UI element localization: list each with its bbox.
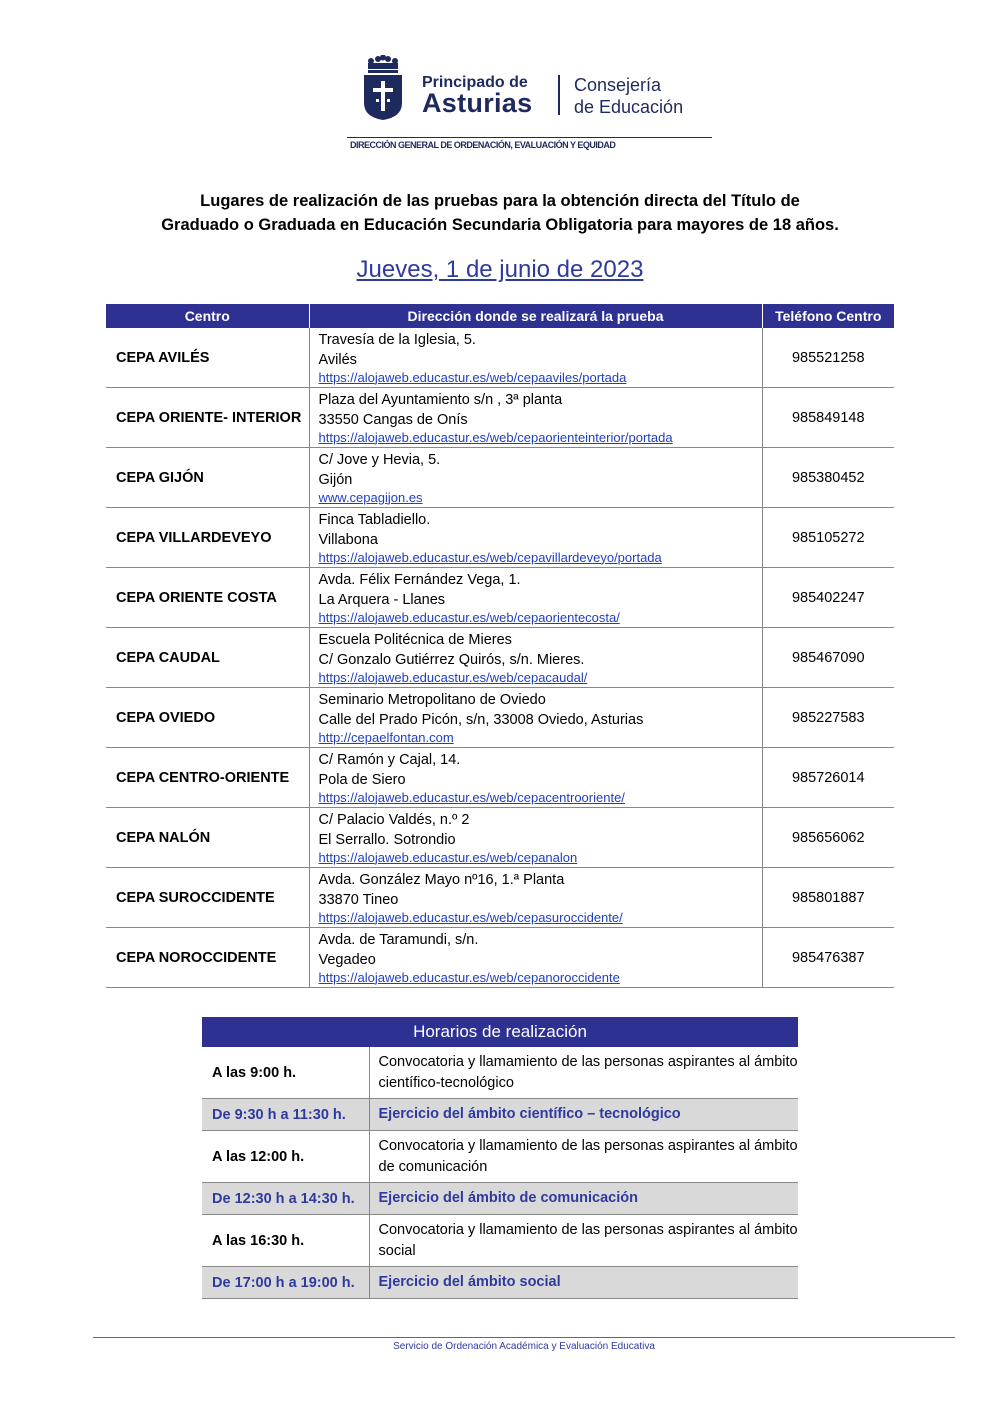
table-row — [106, 388, 894, 448]
center-name: CEPA VILLARDEVEYO — [106, 508, 309, 568]
header-direccion: Dirección donde se realizará la prueba — [309, 304, 762, 328]
address-line2: Pola de Siero — [318, 771, 406, 788]
table-row — [106, 928, 894, 988]
exercise-row — [202, 1267, 798, 1299]
center-website-link[interactable]: https://alojaweb.educastur.es/web/cepaaviles/portada — [318, 369, 627, 385]
convocatoria-row — [202, 1047, 798, 1099]
center-name: CEPA AVILÉS — [106, 328, 309, 388]
center-address — [309, 328, 762, 388]
center-name: CEPA NOROCCIDENTE — [106, 928, 309, 988]
center-phone: 985402247 — [762, 568, 894, 628]
schedule-description: Ejercicio del ámbito de comunicación — [369, 1183, 798, 1215]
center-website-link[interactable]: www.cepagijon.es — [318, 489, 423, 505]
center-name: CEPA SUROCCIDENTE — [106, 868, 309, 928]
address-line1: Avda. de Taramundi, s/n. — [318, 931, 479, 948]
address-line2: Gijón — [318, 471, 353, 488]
title-line1: Lugares de realización de las pruebas para la obtención directa del Título de — [200, 192, 800, 210]
center-address — [309, 628, 762, 688]
center-website-link[interactable]: https://alojaweb.educastur.es/web/cepasuroccidente/ — [318, 909, 623, 925]
convocatoria-row — [202, 1131, 798, 1183]
center-address — [309, 688, 762, 748]
exercise-row — [202, 1183, 798, 1215]
center-website-link[interactable]: https://alojaweb.educastur.es/web/cepaorienteinterior/portada — [318, 429, 673, 445]
center-website-link[interactable]: https://alojaweb.educastur.es/web/cepacaudal/ — [318, 669, 588, 685]
center-address — [309, 808, 762, 868]
address-line1: Avda. Félix Fernández Vega, 1. — [318, 571, 521, 588]
center-name: CEPA OVIEDO — [106, 688, 309, 748]
address-line2: 33550 Cangas de Onís — [318, 411, 468, 428]
center-website-link[interactable]: https://alojaweb.educastur.es/web/cepanalon — [318, 849, 578, 865]
center-phone: 985380452 — [762, 448, 894, 508]
center-phone: 985801887 — [762, 868, 894, 928]
address-line1: Avda. González Mayo nº16, 1.ª Planta — [318, 871, 565, 888]
center-phone: 985476387 — [762, 928, 894, 988]
address-line2: Calle del Prado Picón, s/n, 33008 Oviedo, Asturias — [318, 711, 644, 728]
table-row — [106, 448, 894, 508]
schedule-time: A las 12:00 h. — [202, 1131, 369, 1183]
address-line1: C/ Jove y Hevia, 5. — [318, 451, 441, 468]
center-address — [309, 508, 762, 568]
table-row — [106, 688, 894, 748]
centers-table — [106, 304, 894, 988]
footer-text: Servicio de Ordenación Académica y Evaluación Educativa — [393, 1341, 655, 1352]
table-row — [106, 568, 894, 628]
address-line1: C/ Ramón y Cajal, 14. — [318, 751, 461, 768]
schedule-time: De 17:00 h a 19:00 h. — [202, 1267, 369, 1299]
center-name: CEPA CAUDAL — [106, 628, 309, 688]
center-address — [309, 388, 762, 448]
schedule-description: Convocatoria y llamamiento de las personas aspirantes al ámbito científico-tecnológico — [369, 1047, 798, 1099]
table-row — [106, 628, 894, 688]
consejeria-line2: de Educación — [574, 97, 684, 117]
table-row — [106, 808, 894, 868]
schedule-description: Ejercicio del ámbito social — [369, 1267, 798, 1299]
schedule-description: Convocatoria y llamamiento de las personas aspirantes al ámbito social — [369, 1215, 798, 1267]
schedule-title: Horarios de realización — [202, 1017, 798, 1047]
center-phone: 985726014 — [762, 748, 894, 808]
center-phone: 985227583 — [762, 688, 894, 748]
address-line1: Plaza del Ayuntamiento s/n , 3ª planta — [318, 391, 563, 408]
header-logo — [362, 55, 702, 121]
exam-date: Jueves, 1 de junio de 2023 — [356, 256, 644, 283]
convocatoria-row — [202, 1215, 798, 1267]
center-website-link[interactable]: https://alojaweb.educastur.es/web/cepaorientecosta/ — [318, 609, 620, 625]
center-name: CEPA GIJÓN — [106, 448, 309, 508]
address-line1: Travesía de la Iglesia, 5. — [318, 331, 476, 348]
address-line1: Seminario Metropolitano de Oviedo — [318, 691, 546, 708]
schedule-description: Convocatoria y llamamiento de las personas aspirantes al ámbito de comunicación — [369, 1131, 798, 1183]
asturias-crest-icon — [362, 55, 404, 121]
table-row — [106, 868, 894, 928]
header-telefono: Teléfono Centro — [762, 304, 894, 328]
address-line2: Vegadeo — [318, 951, 376, 968]
header-centro: Centro — [106, 304, 309, 328]
footer-rule — [93, 1337, 955, 1338]
header-rule — [347, 137, 712, 138]
schedule-time: De 12:30 h a 14:30 h. — [202, 1183, 369, 1215]
schedule-time: De 9:30 h a 11:30 h. — [202, 1099, 369, 1131]
center-website-link[interactable]: https://alojaweb.educastur.es/web/cepavillardeveyo/portada — [318, 549, 662, 565]
address-line2: Avilés — [318, 351, 357, 368]
center-address — [309, 748, 762, 808]
address-line2: 33870 Tineo — [318, 891, 399, 908]
center-phone: 985656062 — [762, 808, 894, 868]
address-line2: La Arquera - Llanes — [318, 591, 446, 608]
address-line1: C/ Palacio Valdés, n.º 2 — [318, 811, 470, 828]
schedule-table — [202, 1017, 798, 1299]
center-phone: 985521258 — [762, 328, 894, 388]
schedule-description: Ejercicio del ámbito científico – tecnológico — [369, 1099, 798, 1131]
center-address — [309, 868, 762, 928]
address-line1: Escuela Politécnica de Mieres — [318, 631, 512, 648]
table-row — [106, 328, 894, 388]
center-name: CEPA ORIENTE COSTA — [106, 568, 309, 628]
table-row — [106, 508, 894, 568]
center-name: CEPA ORIENTE- INTERIOR — [106, 388, 309, 448]
title-line2: Graduado o Graduada en Educación Secundaria Obligatoria para mayores de 18 años. — [161, 216, 839, 234]
center-phone: 985105272 — [762, 508, 894, 568]
schedule-time: A las 9:00 h. — [202, 1047, 369, 1099]
schedule-time: A las 16:30 h. — [202, 1215, 369, 1267]
centers-header-row — [106, 304, 894, 328]
address-line2: Villabona — [318, 531, 378, 548]
center-website-link[interactable]: https://alojaweb.educastur.es/web/cepanoroccidente — [318, 969, 620, 985]
center-phone: 985849148 — [762, 388, 894, 448]
center-address — [309, 928, 762, 988]
center-name: CEPA CENTRO-ORIENTE — [106, 748, 309, 808]
center-name: CEPA NALÓN — [106, 808, 309, 868]
address-line2: C/ Gonzalo Gutiérrez Quirós, s/n. Mieres. — [318, 651, 585, 668]
direccion-general: DIRECCIÓN GENERAL DE ORDENACIÓN, EVALUACIÓN Y EQUIDAD — [350, 140, 616, 150]
document-title — [100, 189, 900, 237]
center-website-link[interactable]: https://alojaweb.educastur.es/web/cepacentrooriente/ — [318, 789, 625, 805]
schedule-header-row — [202, 1017, 798, 1047]
brand-line1: Principado de — [422, 74, 528, 91]
brand-divider — [558, 75, 560, 115]
center-address — [309, 448, 762, 508]
exercise-row — [202, 1099, 798, 1131]
center-website-link[interactable]: http://cepaelfontan.com — [318, 729, 454, 745]
brand-line2: Asturias — [422, 88, 533, 118]
address-line2: El Serrallo. Sotrondio — [318, 831, 456, 848]
center-address — [309, 568, 762, 628]
address-line1: Finca Tabladiello. — [318, 511, 431, 528]
table-row — [106, 748, 894, 808]
center-phone: 985467090 — [762, 628, 894, 688]
consejeria-line1: Consejería — [574, 75, 662, 95]
